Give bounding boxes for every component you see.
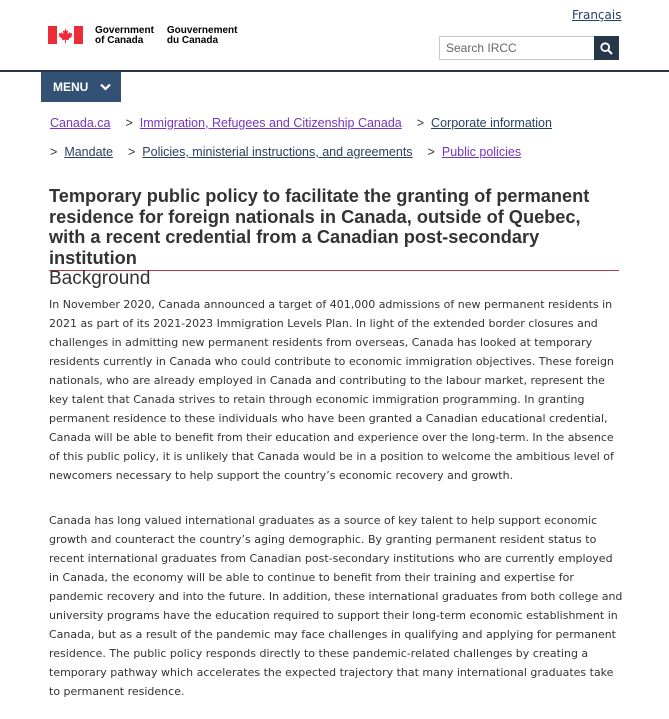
breadcrumb-separator: > <box>125 116 133 130</box>
page-title: Temporary public policy to facilitate the granting of permanent residence for foreign nationals in Canada, outside of Quebec, with a recent credential from a Canadian post-secondary institution <box>49 186 619 271</box>
search-icon <box>600 42 613 55</box>
breadcrumb-canada-ca[interactable]: Canada.ca <box>50 116 111 130</box>
section-heading-background: Background <box>49 268 151 289</box>
breadcrumb-continued <box>50 145 536 159</box>
breadcrumb-public-policies[interactable]: Public policies <box>441 145 522 159</box>
gov-fr-line1: Gouvernement <box>166 25 238 36</box>
breadcrumb <box>50 116 567 130</box>
background-paragraph-1: In November 2020, Canada announced a target of 401,000 admissions of new permanent residents in 2021 as part of its 2021-2023 Immigration Levels Plan. In light of the extended border closures and challenges in admitting new permanent residents from overseas, Canada has looked at temporary residents currently in Canada who could contribute to economic immigration objectives. These foreign nationals, who are already employed in Canada and contributing to the labour market, represent the key talent that Canada strives to retain through economic immigration programming. In granting permanent residence to these individuals who have been granted a Canadian educational credential, Canada will be able to benefit from their education and experience over the long-term. In the absence of this public policy, it is unlikely that Canada would be in a position to welcome the ambitious level of newcomers necessary to help support the country’s economic recovery and growth. <box>49 298 614 482</box>
canada-flag-icon <box>48 26 83 44</box>
chevron-down-icon <box>100 83 111 91</box>
breadcrumb-separator: > <box>416 116 425 130</box>
menu-button[interactable] <box>41 72 121 102</box>
gov-en-line1: Government <box>95 25 154 36</box>
government-of-canada-wordmark-fr <box>167 26 238 46</box>
gov-en-line2: of Canada <box>95 35 144 46</box>
breadcrumb-separator: > <box>427 145 435 159</box>
breadcrumb-ircc[interactable]: Immigration, Refugees and Citizenship Canada <box>139 116 402 130</box>
breadcrumb-separator: > <box>127 145 136 159</box>
government-of-canada-wordmark-en <box>95 26 154 46</box>
background-paragraph-2: Canada has long valued international graduates as a source of key talent to help support economic growth and counteract the country’s aging demographic. By granting permanent resident status to recent international graduates from Canadian post-secondary institutions who are currently employed in Canada, the economy will be able to continue to benefit from their training and expertise for pandemic recovery and into the future. In addition, these international graduates from both college and university programs have the education required to support their long-term economic establishment in Canada, but as a result of the pandemic may face challenges in qualifying and applying for permanent residence. The public policy responds directly to these pandemic-related challenges by creating a temporary pathway which accelerates the expected trajectory that many international graduates take to permanent residence. <box>49 514 623 698</box>
language-toggle-link[interactable]: Français <box>572 8 622 22</box>
breadcrumb-corporate-information[interactable]: Corporate information <box>431 116 552 130</box>
gov-fr-line2: du Canada <box>166 35 219 46</box>
search-button[interactable] <box>594 36 619 60</box>
breadcrumb-separator: > <box>50 145 58 159</box>
search-input[interactable] <box>439 36 594 60</box>
search-form <box>439 36 619 60</box>
breadcrumb-policies-instructions-agreements[interactable]: Policies, ministerial instructions, and agreements <box>142 145 413 159</box>
breadcrumb-mandate[interactable]: Mandate <box>64 145 113 159</box>
menu-label: MENU <box>53 80 89 94</box>
government-of-canada-signature[interactable] <box>48 26 237 46</box>
